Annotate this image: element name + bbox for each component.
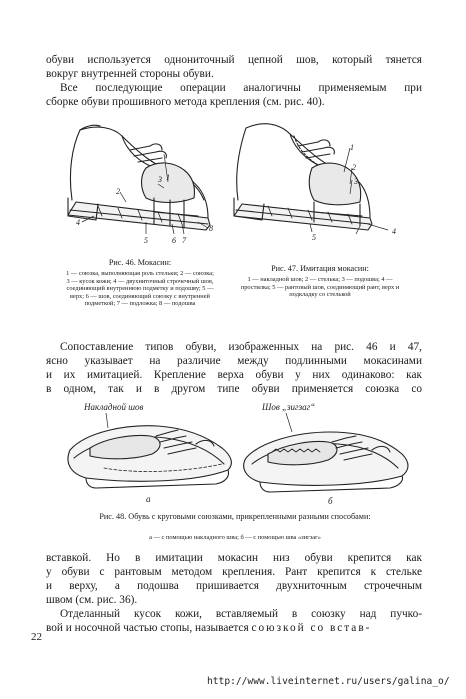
- callout-number: 2: [352, 163, 356, 172]
- body-text-line: Отделанный кусок кожи, вставляемый в союзку над пучко-: [60, 608, 422, 620]
- body-text-line: обуви используется однониточный цепной шов, который тянется: [46, 54, 422, 66]
- callout-number: 4: [76, 218, 80, 227]
- shoe-a-letter: а: [146, 494, 151, 504]
- body-text-line: вокруг внутренней стороны обуви.: [46, 68, 214, 80]
- shoes-with-round-vamps-illustration: [46, 398, 426, 510]
- callout-number: 3: [354, 177, 358, 186]
- body-text-line: [46, 621, 422, 635]
- figure-47-title: Рис. 47. Имитация мокасин:: [271, 264, 369, 273]
- figure-46-title: Рис. 46. Мокасин:: [108, 258, 172, 267]
- body-text-line: и верху, а подошва пришивается двухниточным строчечным: [46, 580, 422, 592]
- page-number: 22: [31, 631, 42, 643]
- callout-number: 8: [209, 224, 213, 233]
- moccasin-imitation-illustration: [228, 106, 408, 246]
- body-text-line: вставкой. Но в имитации мокасин низ обуви крепится как: [46, 552, 422, 564]
- body-text-fragment: вой и носочной частью стопы, называется: [46, 622, 252, 634]
- figure-47-caption: 1 — накладной шов; 2 — стелька; 3 — подошва; 4 — простилка; 5 — рантовый шов, соединяющий рант, верх и подкладку со стелькой: [240, 276, 400, 299]
- callout-number: 7: [182, 236, 186, 245]
- callout-number: 4: [392, 227, 396, 236]
- zigzag-seam-label: Шов „зигзаг“: [262, 402, 316, 412]
- watermark-url: http://www.liveinternet.ru/users/galina_o/: [207, 676, 450, 687]
- overlay-seam-label: Накладной шов: [84, 402, 144, 412]
- callout-number: 3: [158, 175, 162, 184]
- figure-48-caption: а — с помощью накладного шва; б — с помощью шва «зигзаг»: [149, 534, 321, 541]
- figure-46-caption: 1 — союзка, выполняющая роль стельки; 2 — союзка; 3 — кусок кожи; 4 — двухниточный строчечный шов, соединяющий внутреннюю подметку и подошву; 5 — верх; 6 — шов, соединяющий союзку с внутренней подметкой; 7 — подложка; 8 — подошва: [66, 270, 214, 308]
- moccasin-illustration: [58, 112, 228, 252]
- callout-number: 5: [144, 236, 148, 245]
- callout-number: 2: [116, 187, 120, 196]
- callout-number: 1: [166, 173, 170, 182]
- spaced-term: союзкой со встав-: [251, 622, 372, 634]
- callout-number: 1: [350, 143, 354, 152]
- body-text-line: Все последующие операции аналогичны применяемым при: [60, 82, 422, 94]
- body-text-line: и их имитацией. Крепление верха обуви у них одинаково: как: [46, 369, 422, 381]
- body-text-line: у обуви с рантовым методом крепления. Рант крепится к стельке: [46, 566, 422, 578]
- body-text-line: в одном, так и в другом типе обуви применяется союзка со: [46, 383, 422, 395]
- callout-number: 6: [172, 236, 176, 245]
- body-text-line: ясно указывает на различие между подлинными мокасинами: [46, 355, 422, 367]
- body-text-line: швом (см. рис. 36).: [46, 594, 138, 606]
- shoe-b-letter: б: [328, 496, 333, 506]
- body-text-line: сборке обуви прошивного метода крепления (см. рис. 40).: [46, 96, 325, 108]
- body-text-line: Сопоставление типов обуви, изображенных на рис. 46 и 47,: [60, 341, 422, 353]
- callout-number: 5: [312, 233, 316, 242]
- figure-48-title: Рис. 48. Обувь с круговыми союзками, прикрепленными разными способами:: [99, 512, 371, 521]
